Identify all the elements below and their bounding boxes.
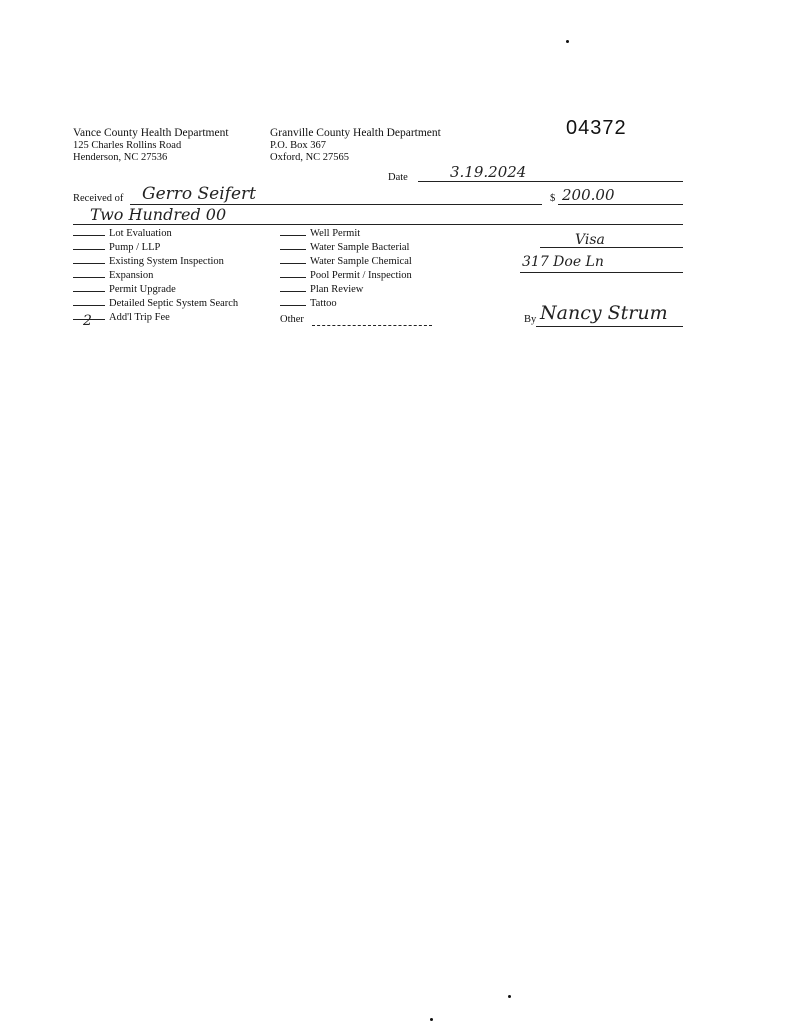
amount-value: 200.00	[562, 186, 615, 204]
right-item	[280, 228, 360, 239]
left-item-label: Expansion	[109, 270, 154, 281]
amount-line	[558, 204, 683, 205]
right-item-label: Plan Review	[310, 284, 364, 295]
received-of-value: Gerro Seifert	[142, 184, 256, 204]
granville-name: Granville County Health Department	[270, 127, 441, 139]
by-line	[536, 326, 683, 327]
vance-address-1: 125 Charles Rollins Road	[73, 140, 182, 151]
scan-speck	[430, 1018, 433, 1021]
scan-speck	[566, 40, 569, 43]
vance-address-2: Henderson, NC 27536	[73, 152, 168, 163]
payment-method-line	[540, 247, 683, 248]
receipt-number: 04372	[566, 117, 627, 139]
left-item-mark: 2	[83, 313, 92, 329]
left-item	[73, 256, 224, 267]
right-item-label: Well Permit	[310, 228, 361, 239]
left-item	[73, 270, 153, 281]
payment-method: Visa	[575, 232, 605, 248]
right-item	[280, 284, 363, 295]
date-label: Date	[388, 172, 408, 183]
amount-prefix: $	[550, 193, 556, 204]
payment-note: 317 Doe Ln	[522, 254, 604, 270]
left-item-label: Add'l Trip Fee	[109, 312, 170, 323]
left-item-label: Lot Evaluation	[109, 228, 172, 239]
amount-words-line	[73, 224, 683, 225]
right-item	[280, 242, 409, 253]
received-of-label: Received of	[73, 193, 124, 204]
vance-name: Vance County Health Department	[73, 127, 229, 139]
right-item-label: Pool Permit / Inspection	[310, 270, 412, 281]
right-item-label: Water Sample Bacterial	[310, 242, 410, 253]
left-item-label: Permit Upgrade	[109, 284, 176, 295]
scan-speck	[508, 995, 511, 998]
right-item-label: Other	[280, 314, 304, 325]
date-line	[418, 181, 683, 182]
granville-header	[270, 126, 441, 164]
vance-header	[73, 126, 229, 164]
by-label: By	[524, 314, 537, 325]
right-item-label: Water Sample Chemical	[310, 256, 412, 267]
right-item	[280, 314, 304, 325]
right-item	[280, 270, 412, 281]
payment-note-line	[520, 272, 683, 273]
left-item	[73, 228, 172, 239]
granville-address-2: Oxford, NC 27565	[270, 152, 350, 163]
left-item-label: Existing System Inspection	[109, 256, 224, 267]
right-item	[280, 298, 337, 309]
left-item	[73, 242, 160, 253]
left-item	[73, 284, 176, 295]
left-item-label: Detailed Septic System Search	[109, 298, 239, 309]
right-item-label: Tattoo	[310, 298, 337, 309]
left-item	[73, 298, 238, 309]
by-signature: Nancy Strum	[540, 302, 668, 324]
right-item	[280, 256, 412, 267]
left-item	[73, 312, 170, 329]
left-item-label: Pump / LLP	[109, 242, 161, 253]
other-line	[312, 325, 432, 326]
granville-address-1: P.O. Box 367	[270, 140, 327, 151]
amount-words: Two Hundred 00	[90, 205, 227, 224]
date-value: 3.19.2024	[450, 163, 527, 181]
